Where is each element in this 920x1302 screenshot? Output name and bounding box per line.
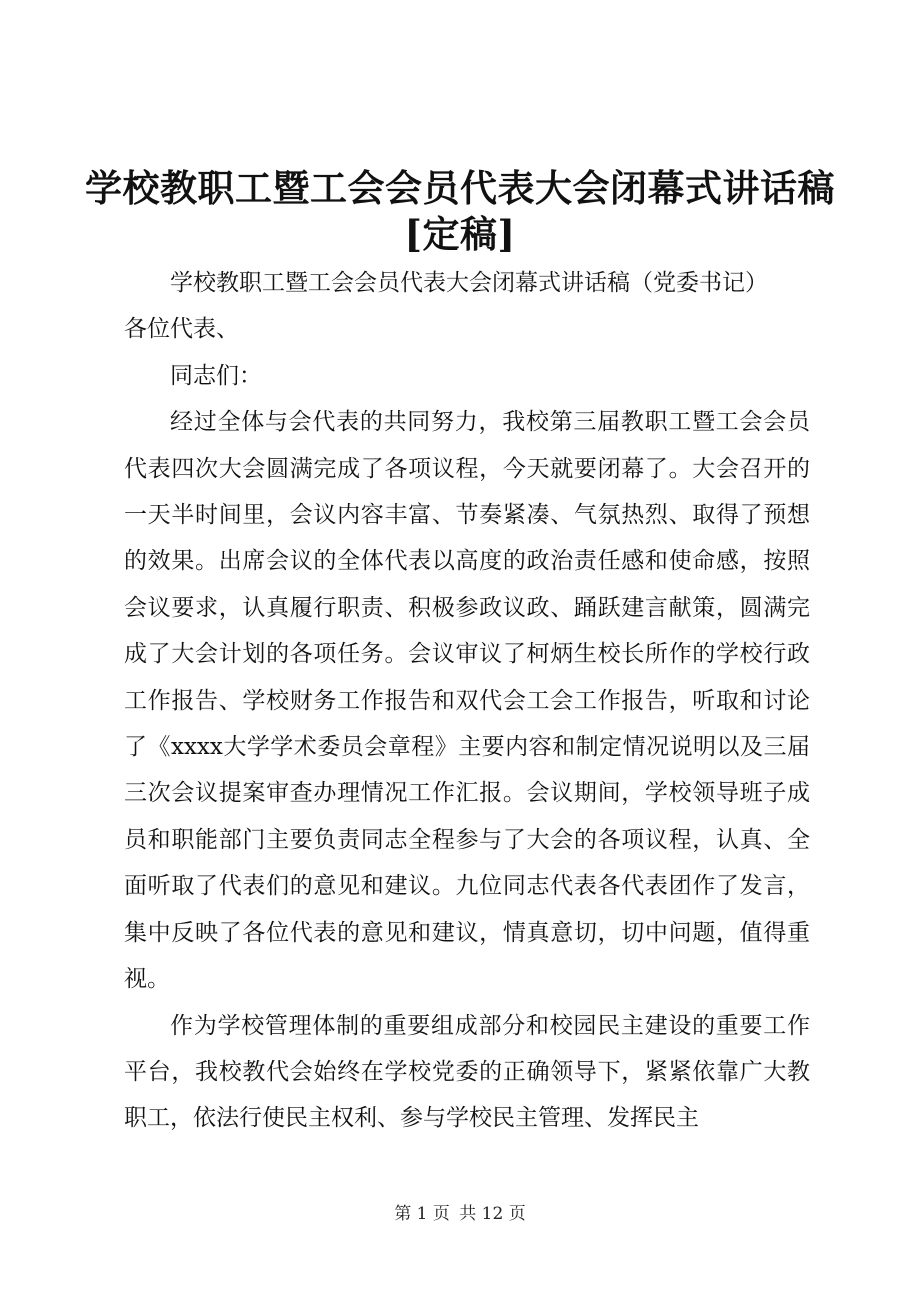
paragraph-body-2: 作为学校管理体制的重要组成部分和校园民主建设的重要工作平台，我校教代会始终在学校党委的正确领导下，紧紧依靠广大教职工，依法行使民主权利、参与学校民主管理、发挥民主 <box>124 1012 810 1132</box>
document-title-status: [定稿] <box>404 212 516 256</box>
paragraph-body-1: 经过全体与会代表的共同努力，我校第三届教职工暨工会会员代表四次大会圆满完成了各项议程，今天就要闭幕了。大会召开的一天半时间里，会议内容丰富、节奏紧凑、气氛热烈、取得了预想的效果。出席会议的全体代表以高度的政治责任感和使命感，按照会议要求，认真履行职责、积极参政议政、踊跃建言献策，圆满完成了大会计划的各项任务。会议审议了柯炳生校长所作的学校行政工作报告、学校财务工作报告和双代会工会工作报告，听取和讨论了《xxxx大学学术委员会章程》主要内容和制定情况说明以及三届三次会议提案审查办理情况工作汇报。会议期间，学校领导班子成员和职能部门主要负责同志全程参与了大会的各项议程，认真、全面听取了代表们的意见和建议。九位同志代表各代表团作了发言，集中反映了各位代表的意见和建议，情真意切，切中问题，值得重视。 <box>124 409 810 993</box>
document-title: 学校教职工暨工会会员代表大会闭幕式讲话稿 <box>85 166 835 210</box>
document-body <box>124 260 810 1142</box>
page-number: 第 1 页 <box>394 1204 450 1224</box>
page-total: 共 12 页 <box>459 1204 526 1224</box>
paragraph-salutation: 各位代表、 <box>124 316 239 343</box>
paragraph-subtitle: 学校教职工暨工会会员代表大会闭幕式讲话稿（党委书记） <box>170 270 768 296</box>
page-footer <box>0 1202 920 1226</box>
paragraph-greeting: 同志们： <box>170 362 262 389</box>
